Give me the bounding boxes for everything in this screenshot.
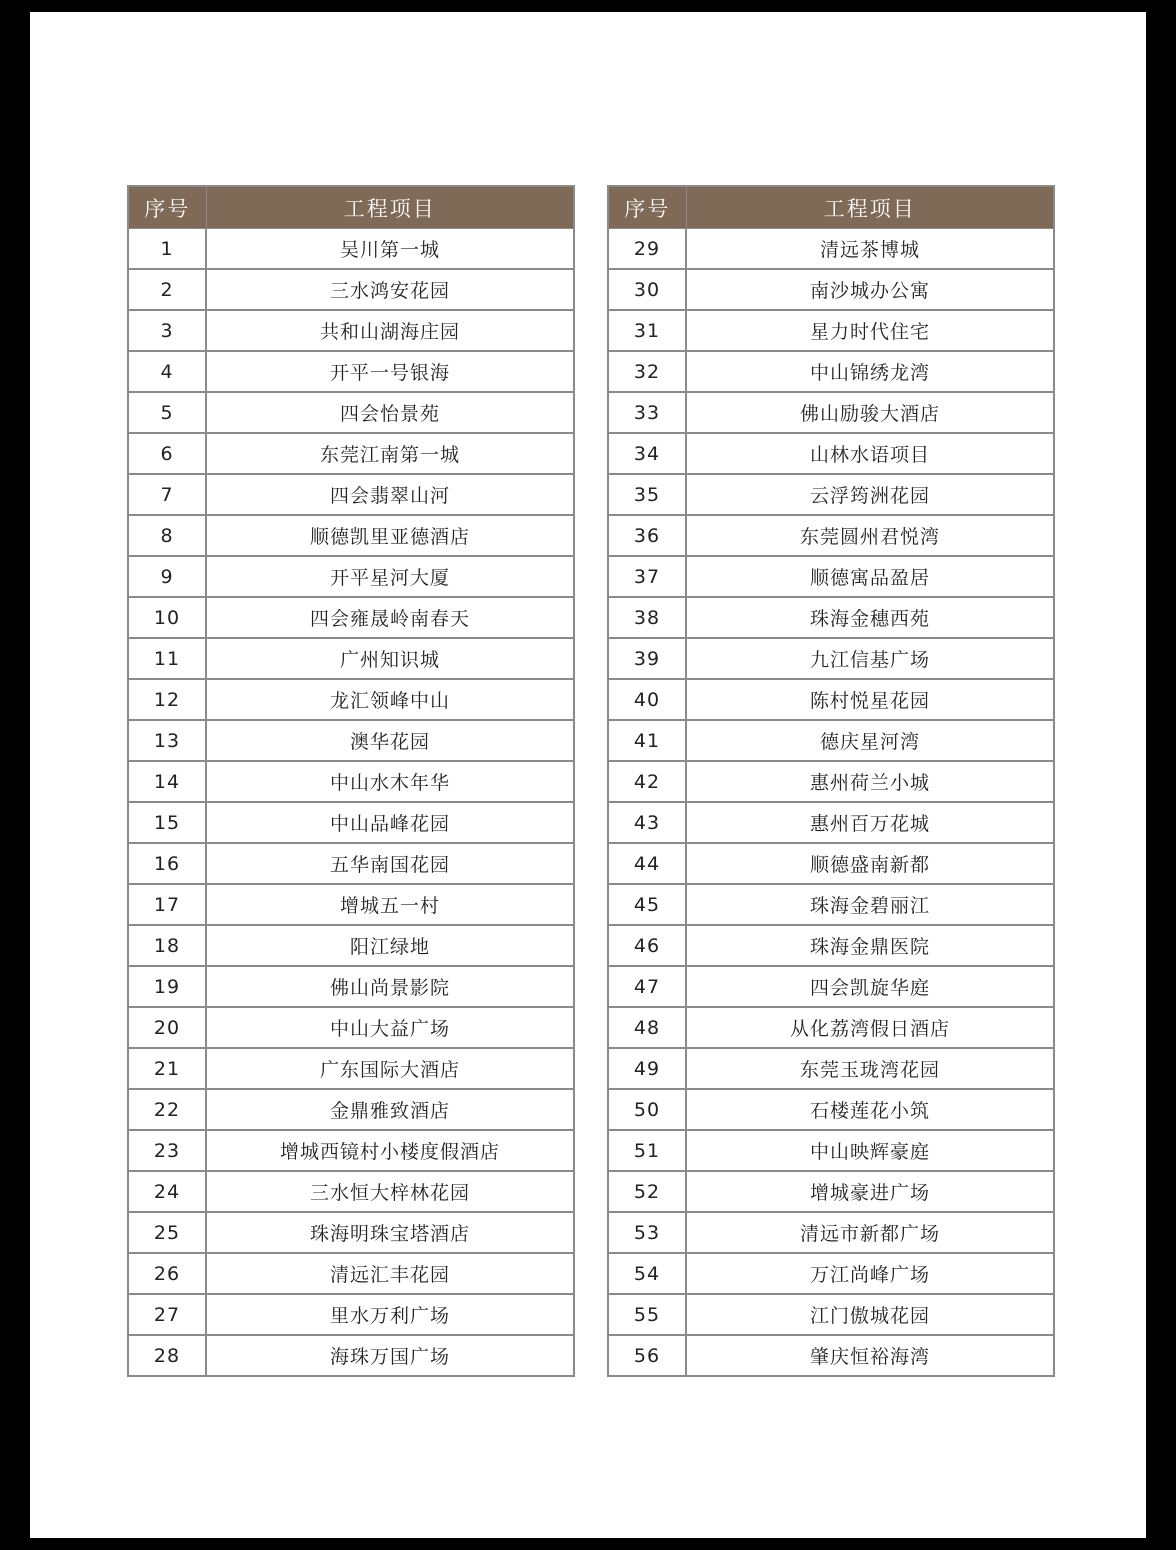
table-row [128, 1253, 574, 1294]
table-row [608, 392, 1054, 433]
project-name-cell: 三水恒大梓林花园 [206, 1171, 574, 1212]
project-name-cell: 增城西镜村小楼度假酒店 [206, 1130, 574, 1171]
serial-number-cell: 29 [608, 229, 686, 270]
project-name-cell: 万江尚峰广场 [686, 1253, 1054, 1294]
project-name-cell: 珠海明珠宝塔酒店 [206, 1212, 574, 1253]
table-row [608, 966, 1054, 1007]
serial-number-cell: 36 [608, 515, 686, 556]
document-page [30, 12, 1146, 1538]
table-row [128, 761, 574, 802]
table-row [608, 1048, 1054, 1089]
serial-number-cell: 27 [128, 1294, 206, 1335]
serial-number-cell: 54 [608, 1253, 686, 1294]
project-name-cell: 东莞江南第一城 [206, 433, 574, 474]
serial-number-cell: 32 [608, 351, 686, 392]
project-name-cell: 惠州百万花城 [686, 802, 1054, 843]
project-name-cell: 中山锦绣龙湾 [686, 351, 1054, 392]
table-header-row [128, 186, 574, 229]
project-name-cell: 云浮筠洲花园 [686, 474, 1054, 515]
table-row [608, 1130, 1054, 1171]
serial-number-cell: 15 [128, 802, 206, 843]
serial-number-cell: 33 [608, 392, 686, 433]
serial-number-cell: 53 [608, 1212, 686, 1253]
table-row [128, 679, 574, 720]
table-row [128, 269, 574, 310]
serial-number-cell: 14 [128, 761, 206, 802]
table-row [608, 761, 1054, 802]
table-row [608, 351, 1054, 392]
table-row [128, 1171, 574, 1212]
table-row [128, 802, 574, 843]
project-name-cell: 澳华花园 [206, 720, 574, 761]
project-name-cell: 佛山励骏大酒店 [686, 392, 1054, 433]
table-row [128, 884, 574, 925]
serial-number-cell: 11 [128, 638, 206, 679]
serial-number-cell: 8 [128, 515, 206, 556]
table-row [608, 433, 1054, 474]
project-name-cell: 南沙城办公寓 [686, 269, 1054, 310]
serial-number-cell: 10 [128, 597, 206, 638]
project-name-cell: 东莞圆州君悦湾 [686, 515, 1054, 556]
table-row [128, 556, 574, 597]
project-name-cell: 九江信基广场 [686, 638, 1054, 679]
table-row [128, 966, 574, 1007]
serial-number-cell: 18 [128, 925, 206, 966]
project-name-cell: 增城豪进广场 [686, 1171, 1054, 1212]
project-name-cell: 中山映辉豪庭 [686, 1130, 1054, 1171]
serial-number-cell: 1 [128, 229, 206, 270]
table-row [128, 638, 574, 679]
serial-number-cell: 45 [608, 884, 686, 925]
project-name-cell: 五华南国花园 [206, 843, 574, 884]
project-name-cell: 陈村悦星花园 [686, 679, 1054, 720]
project-name-cell: 中山水木年华 [206, 761, 574, 802]
project-name-cell: 四会凯旋华庭 [686, 966, 1054, 1007]
table-row [128, 597, 574, 638]
project-name-cell: 阳江绿地 [206, 925, 574, 966]
project-name-cell: 星力时代住宅 [686, 310, 1054, 351]
project-name-cell: 肇庆恒裕海湾 [686, 1335, 1054, 1376]
table-body-right [608, 229, 1054, 1377]
table-row [608, 1335, 1054, 1376]
project-name-cell: 四会雍晟岭南春天 [206, 597, 574, 638]
project-name-cell: 龙汇领峰中山 [206, 679, 574, 720]
table-row [608, 1007, 1054, 1048]
serial-number-cell: 19 [128, 966, 206, 1007]
project-name-cell: 四会翡翠山河 [206, 474, 574, 515]
serial-number-cell: 38 [608, 597, 686, 638]
table-row [608, 597, 1054, 638]
table-row [608, 1212, 1054, 1253]
serial-number-cell: 5 [128, 392, 206, 433]
project-name-cell: 德庆星河湾 [686, 720, 1054, 761]
serial-number-cell: 2 [128, 269, 206, 310]
project-name-cell: 顺德凯里亚德酒店 [206, 515, 574, 556]
project-name-cell: 广东国际大酒店 [206, 1048, 574, 1089]
serial-number-cell: 50 [608, 1089, 686, 1130]
project-name-cell: 东莞玉珑湾花园 [686, 1048, 1054, 1089]
serial-number-cell: 30 [608, 269, 686, 310]
serial-number-cell: 41 [608, 720, 686, 761]
serial-number-cell: 48 [608, 1007, 686, 1048]
table-row [128, 720, 574, 761]
table-row [128, 843, 574, 884]
project-name-cell: 开平星河大厦 [206, 556, 574, 597]
project-name-cell: 佛山尚景影院 [206, 966, 574, 1007]
table-row [608, 638, 1054, 679]
serial-number-cell: 6 [128, 433, 206, 474]
serial-number-cell: 22 [128, 1089, 206, 1130]
table-header-row [608, 186, 1054, 229]
serial-number-cell: 46 [608, 925, 686, 966]
project-name-cell: 从化荔湾假日酒店 [686, 1007, 1054, 1048]
project-name-cell: 共和山湖海庄园 [206, 310, 574, 351]
project-name-cell: 里水万利广场 [206, 1294, 574, 1335]
project-name-cell: 珠海金鼎医院 [686, 925, 1054, 966]
serial-number-cell: 35 [608, 474, 686, 515]
project-name-cell: 中山品峰花园 [206, 802, 574, 843]
serial-number-cell: 26 [128, 1253, 206, 1294]
serial-number-cell: 42 [608, 761, 686, 802]
project-name-cell: 广州知识城 [206, 638, 574, 679]
table-row [608, 1171, 1054, 1212]
serial-number-cell: 52 [608, 1171, 686, 1212]
table-row [608, 925, 1054, 966]
serial-number-cell: 12 [128, 679, 206, 720]
header-project-name: 工程项目 [206, 186, 574, 229]
project-name-cell: 中山大益广场 [206, 1007, 574, 1048]
table-row [128, 392, 574, 433]
table-row [608, 843, 1054, 884]
project-name-cell: 江门傲城花园 [686, 1294, 1054, 1335]
table-row [608, 1294, 1054, 1335]
table-row [128, 1294, 574, 1335]
project-name-cell: 惠州荷兰小城 [686, 761, 1054, 802]
project-name-cell: 珠海金碧丽江 [686, 884, 1054, 925]
serial-number-cell: 56 [608, 1335, 686, 1376]
serial-number-cell: 34 [608, 433, 686, 474]
serial-number-cell: 37 [608, 556, 686, 597]
serial-number-cell: 40 [608, 679, 686, 720]
serial-number-cell: 28 [128, 1335, 206, 1376]
serial-number-cell: 3 [128, 310, 206, 351]
table-row [128, 433, 574, 474]
serial-number-cell: 7 [128, 474, 206, 515]
table-row [128, 1130, 574, 1171]
table-row [608, 556, 1054, 597]
header-project-name: 工程项目 [686, 186, 1054, 229]
serial-number-cell: 44 [608, 843, 686, 884]
table-row [608, 720, 1054, 761]
serial-number-cell: 9 [128, 556, 206, 597]
table-row [608, 474, 1054, 515]
project-name-cell: 顺德盛南新都 [686, 843, 1054, 884]
table-row [128, 474, 574, 515]
table-body-left [128, 229, 574, 1377]
serial-number-cell: 23 [128, 1130, 206, 1171]
project-name-cell: 四会怡景苑 [206, 392, 574, 433]
project-name-cell: 石楼莲花小筑 [686, 1089, 1054, 1130]
project-name-cell: 顺德寓品盈居 [686, 556, 1054, 597]
serial-number-cell: 16 [128, 843, 206, 884]
serial-number-cell: 55 [608, 1294, 686, 1335]
table-row [128, 1007, 574, 1048]
project-name-cell: 珠海金穗西苑 [686, 597, 1054, 638]
serial-number-cell: 17 [128, 884, 206, 925]
serial-number-cell: 49 [608, 1048, 686, 1089]
serial-number-cell: 31 [608, 310, 686, 351]
table-row [608, 679, 1054, 720]
project-name-cell: 开平一号银海 [206, 351, 574, 392]
table-row [608, 1089, 1054, 1130]
serial-number-cell: 51 [608, 1130, 686, 1171]
header-serial-number: 序号 [128, 186, 206, 229]
table-row [608, 802, 1054, 843]
header-serial-number: 序号 [608, 186, 686, 229]
serial-number-cell: 20 [128, 1007, 206, 1048]
project-name-cell: 增城五一村 [206, 884, 574, 925]
project-name-cell: 海珠万国广场 [206, 1335, 574, 1376]
table-row [128, 1089, 574, 1130]
table-row [128, 1335, 574, 1376]
table-row [128, 515, 574, 556]
table-row [128, 351, 574, 392]
table-row [608, 1253, 1054, 1294]
table-row [608, 269, 1054, 310]
table-row [128, 1212, 574, 1253]
project-name-cell: 吴川第一城 [206, 229, 574, 270]
serial-number-cell: 47 [608, 966, 686, 1007]
serial-number-cell: 13 [128, 720, 206, 761]
project-name-cell: 清远市新都广场 [686, 1212, 1054, 1253]
serial-number-cell: 4 [128, 351, 206, 392]
project-name-cell: 清远汇丰花园 [206, 1253, 574, 1294]
serial-number-cell: 43 [608, 802, 686, 843]
table-row [608, 515, 1054, 556]
table-row [128, 229, 574, 270]
table-row [608, 310, 1054, 351]
table-row [128, 925, 574, 966]
project-table-right [607, 185, 1055, 1377]
table-row [128, 310, 574, 351]
project-name-cell: 清远茶博城 [686, 229, 1054, 270]
project-name-cell: 金鼎雅致酒店 [206, 1089, 574, 1130]
table-row [608, 884, 1054, 925]
table-row [608, 229, 1054, 270]
serial-number-cell: 25 [128, 1212, 206, 1253]
serial-number-cell: 21 [128, 1048, 206, 1089]
project-name-cell: 三水鸿安花园 [206, 269, 574, 310]
serial-number-cell: 39 [608, 638, 686, 679]
project-table-left [127, 185, 575, 1377]
serial-number-cell: 24 [128, 1171, 206, 1212]
project-name-cell: 山林水语项目 [686, 433, 1054, 474]
table-row [128, 1048, 574, 1089]
